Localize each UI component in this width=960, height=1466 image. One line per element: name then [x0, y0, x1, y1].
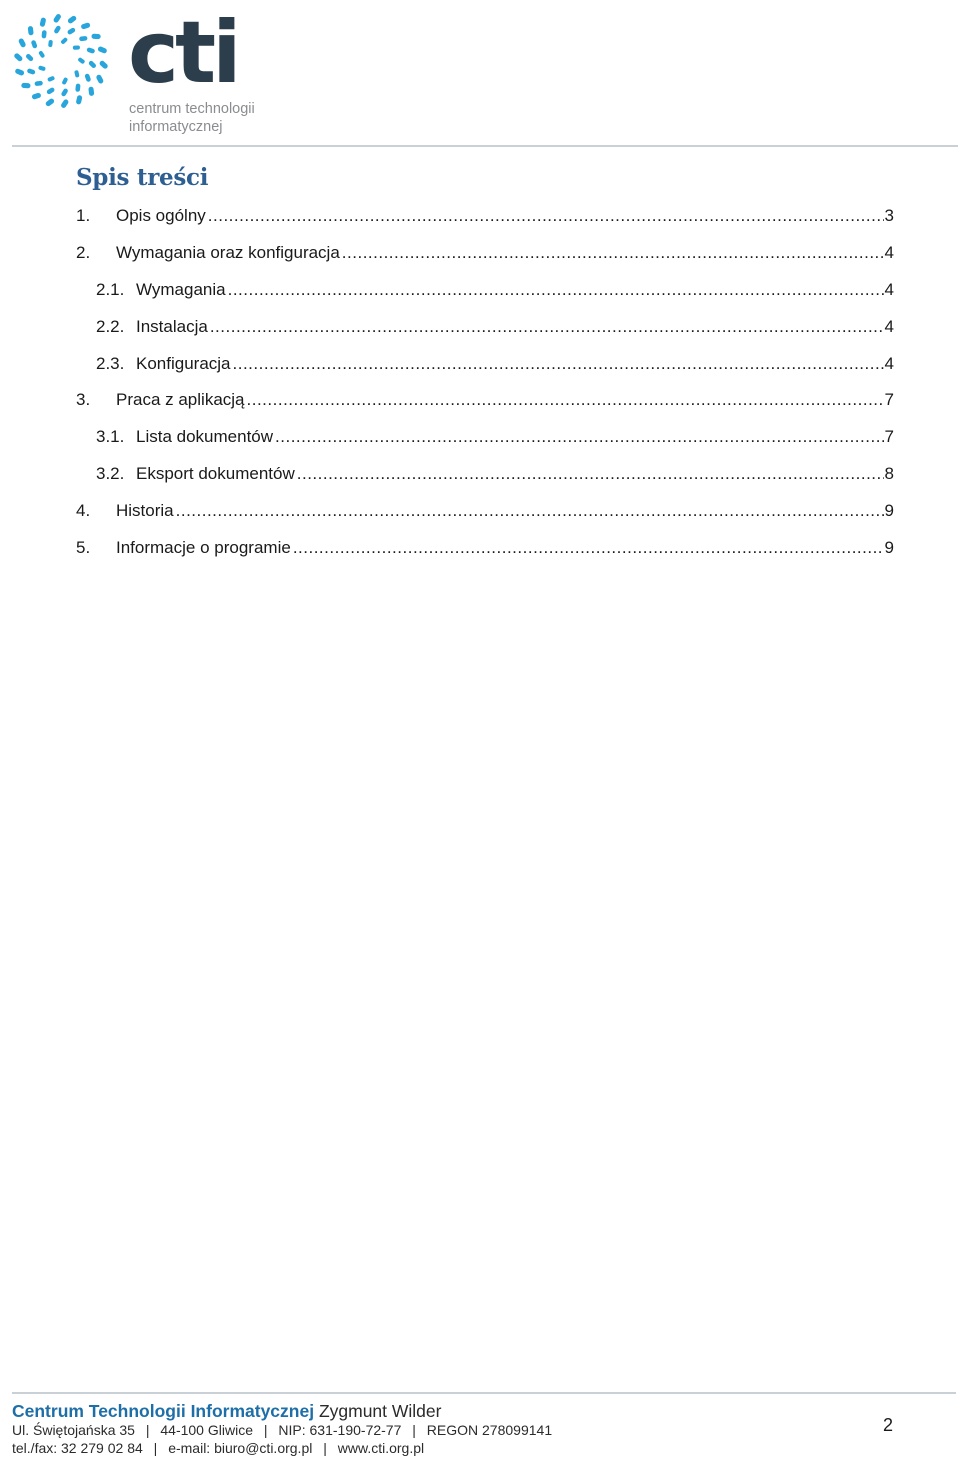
toc-entry-title: Historia — [116, 500, 174, 520]
toc-entry-number: 2.2. — [96, 316, 125, 336]
toc-title: Spis treści — [76, 164, 209, 191]
toc-entry-page: 4 — [884, 279, 894, 299]
toc-entry-page: 8 — [884, 463, 894, 483]
toc-entry-title: Wymagania oraz konfiguracja — [116, 243, 340, 263]
footer-email[interactable]: e-mail: biuro@cti.org.pl — [168, 1440, 313, 1456]
logo-petal — [76, 95, 83, 105]
logo-petal — [21, 83, 30, 89]
toc-entry-title: Lista dokumentów — [136, 427, 274, 447]
footer-separator: | — [412, 1422, 416, 1438]
page-number: 2 — [883, 1415, 894, 1435]
logo-petal — [86, 47, 95, 54]
footer-separator: | — [153, 1440, 158, 1456]
logo-petal — [31, 40, 38, 49]
toc-entry-page: 3 — [884, 206, 894, 226]
header-divider — [12, 145, 958, 147]
logo-petal — [48, 40, 53, 48]
logo-petal — [73, 45, 80, 49]
toc-dot-leader — [247, 390, 884, 410]
footer-separator: | — [145, 1422, 150, 1438]
toc-entry-title: Wymagania — [136, 279, 226, 299]
toc-entry[interactable] — [76, 529, 894, 566]
svg-text:cti: cti — [128, 12, 238, 94]
toc-entry-number: 4. — [76, 500, 91, 520]
company-owner: Zygmunt Wilder — [318, 1401, 442, 1421]
logo-petal — [45, 98, 55, 108]
logo-petal — [46, 87, 55, 95]
footer-city: 44-100 Gliwice — [160, 1422, 253, 1438]
cti-logo-icon — [10, 10, 112, 112]
logo-petal — [88, 86, 94, 96]
logo-petal — [53, 25, 61, 34]
toc-entry[interactable] — [76, 456, 894, 493]
toc-entry-title: Instalacja — [136, 316, 208, 336]
toc-entry-number: 3. — [76, 390, 91, 410]
company-brand: Centrum Technologii Informatycznej — [12, 1401, 315, 1421]
toc-dot-leader — [275, 427, 884, 447]
toc-dot-leader — [297, 464, 884, 484]
footer-regon: REGON 278099141 — [426, 1422, 553, 1438]
footer-address: Ul. Świętojańska 35 — [12, 1422, 135, 1438]
toc-entry-page: 4 — [884, 243, 894, 263]
toc-entry-number: 2.1. — [96, 279, 125, 299]
footer-nip: NIP: 631-190-72-77 — [278, 1422, 402, 1438]
toc-entry-number: 2.3. — [96, 353, 125, 373]
toc-entry[interactable] — [76, 235, 894, 272]
toc-entry-page: 7 — [884, 427, 894, 447]
toc-entry-title: Opis ogólny — [116, 206, 206, 226]
toc-dot-leader — [176, 501, 884, 521]
toc-entry[interactable] — [76, 492, 894, 529]
logo-petal — [53, 13, 62, 23]
logo-petal — [77, 57, 85, 65]
footer-website[interactable]: www.cti.org.pl — [337, 1440, 425, 1456]
footer-divider — [12, 1392, 956, 1394]
logo-petal — [99, 60, 109, 70]
logo-petal — [13, 52, 23, 62]
logo-petal — [95, 74, 104, 84]
footer-telfax: tel./fax: 32 279 02 84 — [12, 1440, 143, 1456]
logo-petal — [74, 70, 80, 78]
cti-wordmark — [128, 12, 260, 94]
logo-petal — [67, 15, 77, 25]
toc-dot-leader — [210, 317, 884, 337]
toc-entry[interactable] — [76, 419, 894, 456]
toc-dot-leader — [233, 354, 884, 374]
footer-company-name — [12, 1401, 441, 1422]
logo-petal — [25, 53, 34, 62]
toc-dot-leader — [228, 280, 884, 300]
toc-entry[interactable] — [76, 308, 894, 345]
footer-address-line — [12, 1422, 552, 1438]
toc-entry-title: Eksport dokumentów — [136, 463, 295, 483]
logo-petal — [27, 68, 36, 75]
table-of-contents — [76, 198, 894, 566]
toc-dot-leader — [208, 206, 884, 226]
toc-entry-number: 3.2. — [96, 463, 125, 483]
logo-petal — [60, 98, 69, 108]
toc-entry-number: 2. — [76, 243, 91, 263]
logo-petal — [97, 46, 107, 54]
logo-petal — [61, 88, 69, 97]
logo-petal — [14, 68, 24, 76]
toc-entry[interactable] — [76, 272, 894, 309]
logo-petal — [38, 50, 45, 58]
logo-petal — [91, 34, 100, 40]
toc-entry[interactable] — [76, 345, 894, 382]
toc-dot-leader — [293, 538, 884, 558]
toc-entry-title: Konfiguracja — [136, 353, 231, 373]
toc-entry[interactable] — [76, 198, 894, 235]
footer-separator: | — [323, 1440, 327, 1456]
tagline-line-2: informatycznej — [129, 119, 223, 135]
logo-petal — [34, 81, 43, 87]
footer-contact-line — [12, 1440, 424, 1456]
toc-entry-page: 4 — [884, 353, 894, 373]
toc-entry-number: 5. — [76, 537, 91, 557]
logo-petal — [75, 83, 80, 92]
toc-entry-page: 4 — [884, 316, 894, 336]
logo-petal — [39, 17, 46, 27]
logo-petal — [31, 92, 41, 100]
toc-entry-page: 9 — [884, 537, 894, 557]
logo-petal — [88, 60, 97, 69]
logo-petal — [28, 26, 34, 36]
logo-tagline — [129, 100, 255, 136]
logo-petal — [80, 22, 90, 30]
toc-entry-number: 3.1. — [96, 427, 125, 447]
logo-petal — [67, 27, 76, 35]
logo-petal — [38, 65, 46, 71]
logo-petal — [79, 36, 88, 42]
logo-petal — [18, 38, 27, 48]
tagline-line-1: centrum technologii — [129, 101, 255, 117]
toc-entry-title: Informacje o programie — [116, 537, 291, 557]
logo-petal — [41, 30, 46, 39]
footer-separator: | — [263, 1422, 268, 1438]
toc-dot-leader — [342, 243, 884, 263]
toc-entry[interactable] — [76, 382, 894, 419]
toc-entry-page: 9 — [884, 500, 894, 520]
logo-petal — [60, 37, 68, 45]
logo-petal — [84, 73, 91, 82]
page-header — [0, 0, 960, 148]
toc-entry-title: Praca z aplikacją — [116, 390, 245, 410]
toc-entry-page: 7 — [884, 390, 894, 410]
logo-petal — [61, 77, 68, 85]
logo-petal — [47, 76, 55, 83]
toc-entry-number: 1. — [76, 206, 91, 226]
